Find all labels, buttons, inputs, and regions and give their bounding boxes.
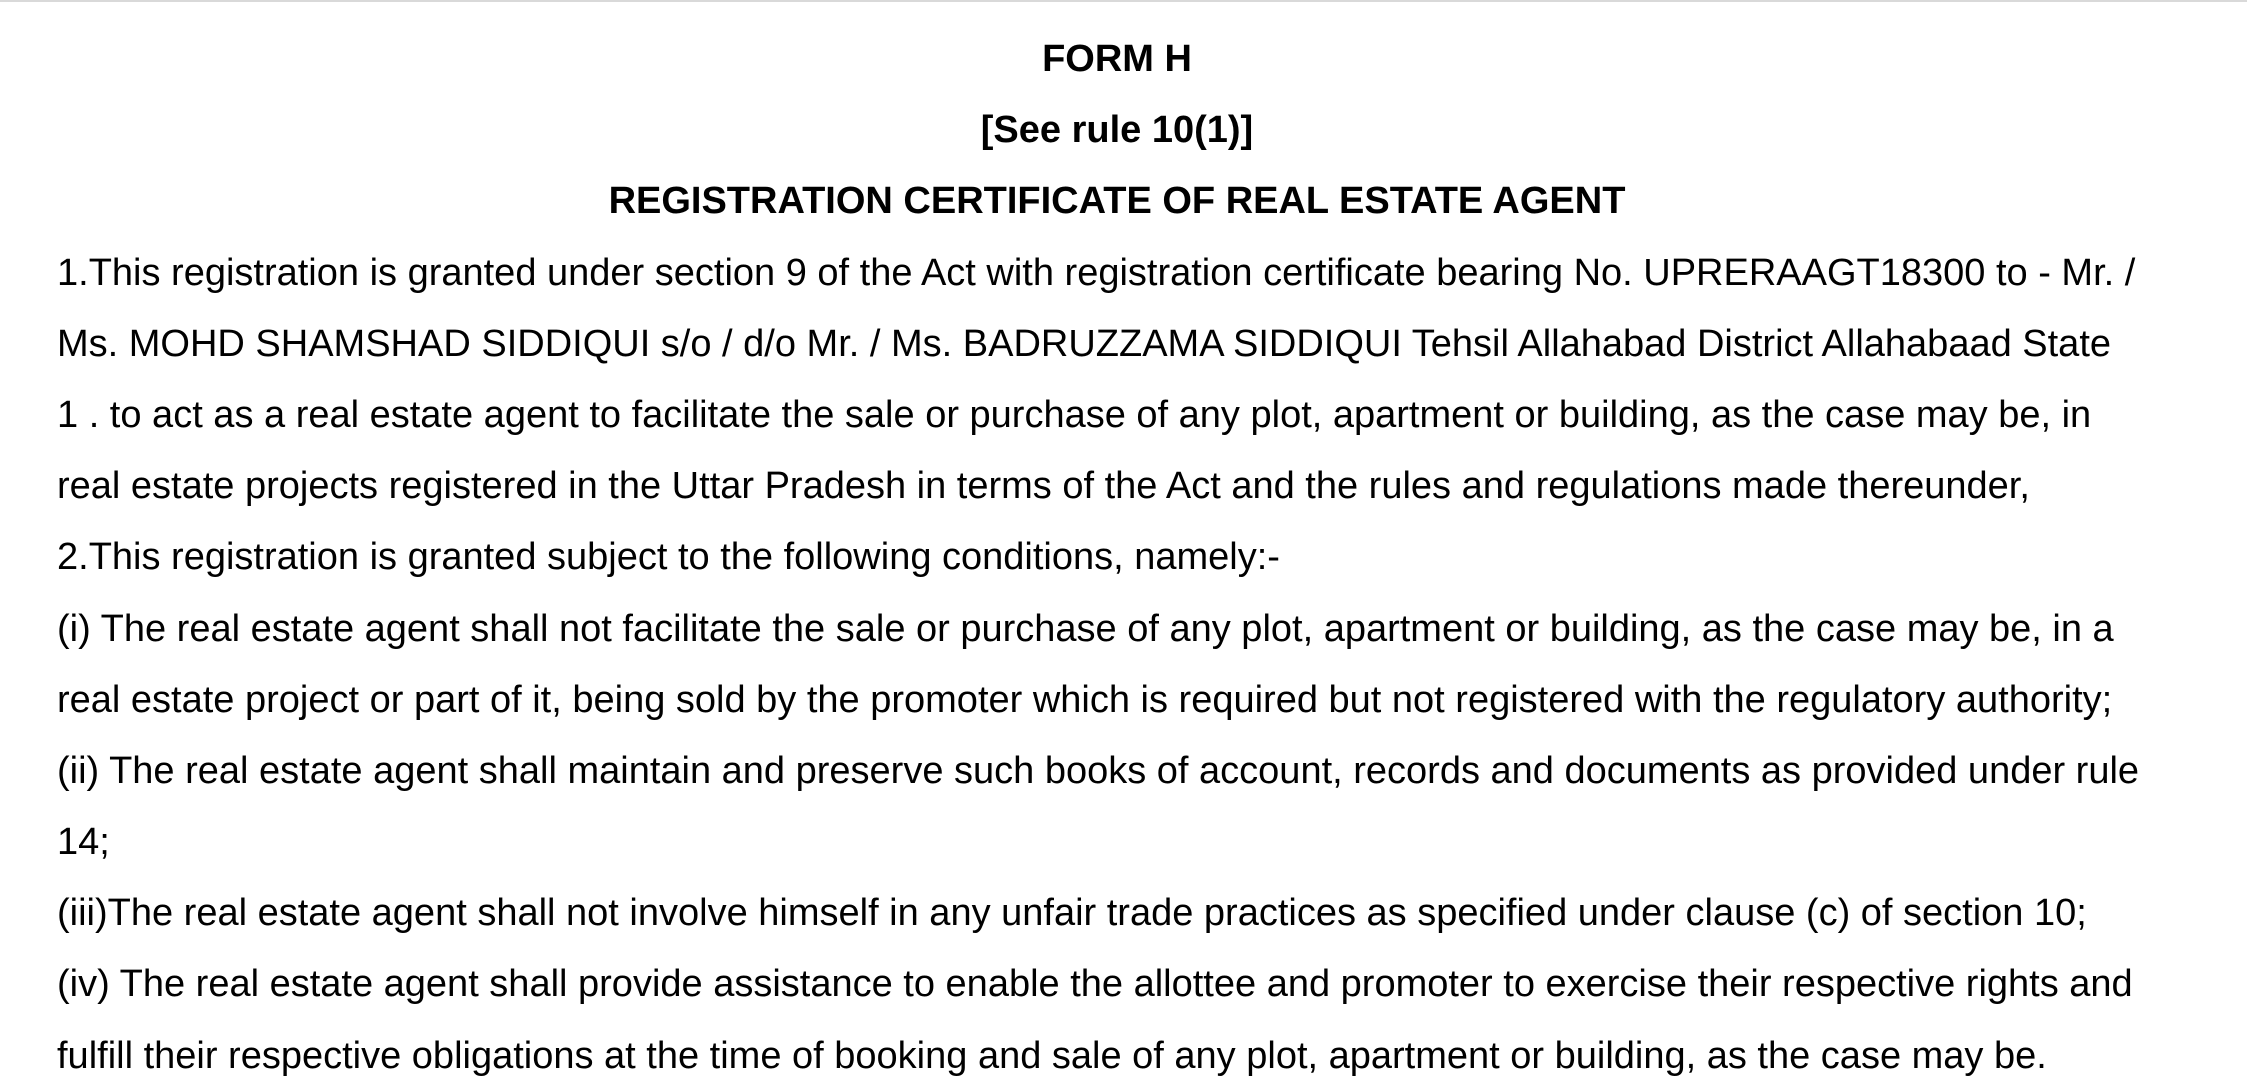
body-line: (i) The real estate agent shall not facilitate the sale or purchase of any plot, apartment or building, as the case may be, in a: [57, 607, 2114, 650]
certificate-heading: REGISTRATION CERTIFICATE OF REAL ESTATE AGENT: [608, 180, 1626, 223]
body-line: (ii) The real estate agent shall maintain and preserve such books of account, records and documents as provided under rule: [57, 749, 2140, 792]
body-line: 1.This registration is granted under section 9 of the Act with registration certificate bearing No. UPRERAAGT18300 to - Mr. /: [57, 251, 2136, 294]
form-title: FORM H: [1042, 38, 1192, 80]
body-line: real estate projects registered in the Uttar Pradesh in terms of the Act and the rules and regulations made thereunder,: [57, 465, 2030, 508]
body-line: 2.This registration is granted subject to the following conditions, namely:-: [57, 536, 1280, 579]
body-line: 14;: [57, 821, 110, 864]
body-line: (iv) The real estate agent shall provide assistance to enable the allottee and promoter to exercise their respective rights and: [57, 963, 2133, 1006]
body-line: real estate project or part of it, being sold by the promoter which is required but not registered with the regulatory authority;: [57, 678, 2113, 721]
certificate-document: [57, 24, 2237, 1092]
page-top-border: [0, 0, 2247, 2]
body-line: fulfill their respective obligations at the time of booking and sale of any plot, apartment or building, as the case may be.: [57, 1034, 2047, 1077]
rule-reference: [See rule 10(1)]: [980, 109, 1254, 152]
body-line: 1 . to act as a real estate agent to facilitate the sale or purchase of any plot, apartment or building, as the case may be, in: [57, 393, 2092, 436]
body-line: Ms. MOHD SHAMSHAD SIDDIQUI s/o / d/o Mr. / Ms. BADRUZZAMA SIDDIQUI Tehsil Allahabad District Allahabaad State: [57, 322, 2112, 365]
body-line: (iii)The real estate agent shall not involve himself in any unfair trade practices as specified under clause (c) of section 10;: [57, 892, 2087, 935]
